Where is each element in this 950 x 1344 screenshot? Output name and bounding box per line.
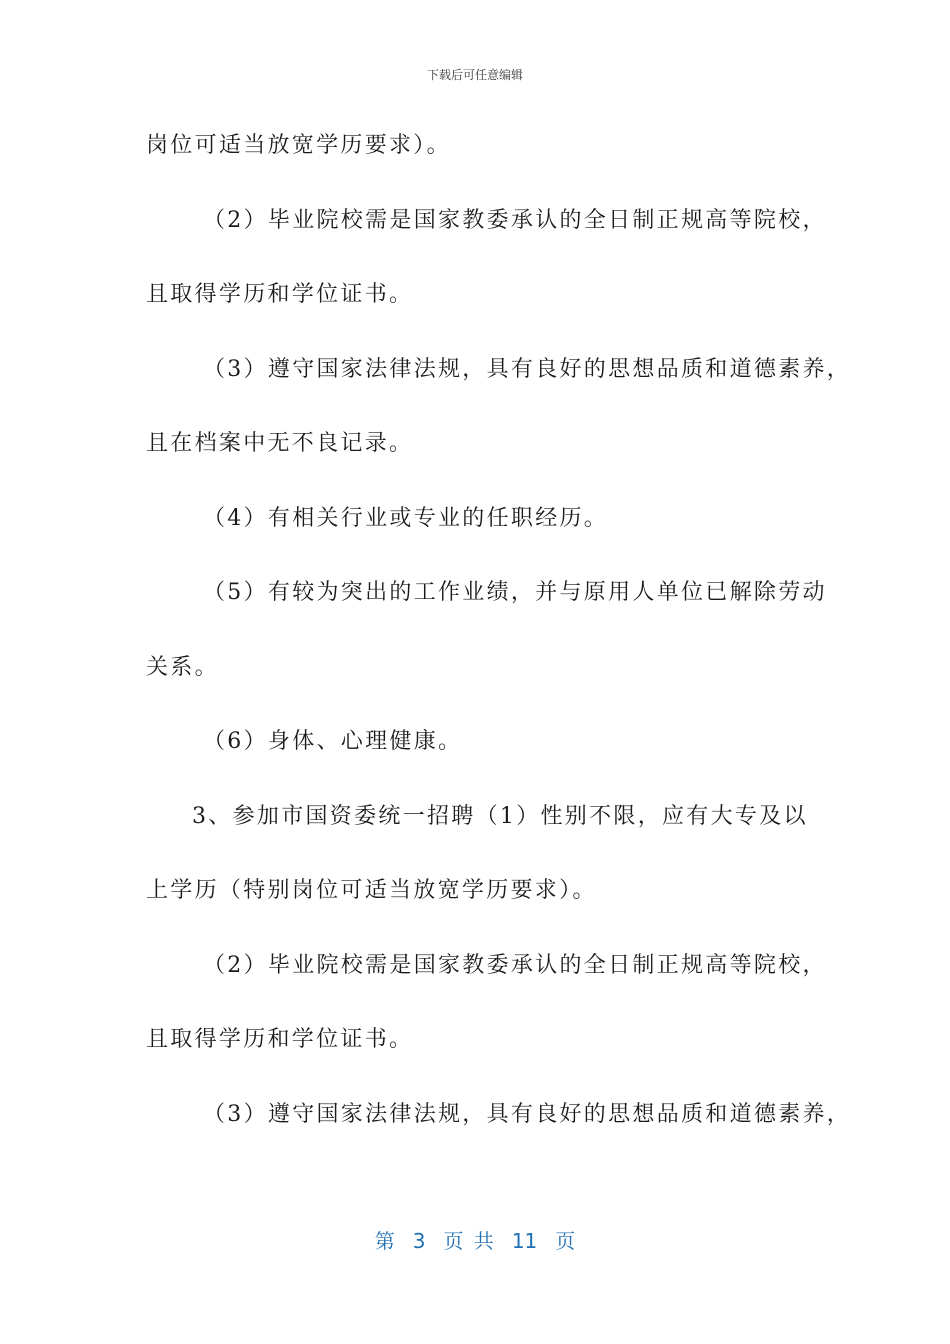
paragraph-line: 关系。 [146,654,219,680]
paragraph-line: 且在档案中无不良记录。 [146,431,414,456]
page-footer [0,1225,950,1254]
document-body [146,118,852,1161]
paragraph-line: （2）毕业院校需是国家教委承认的全日制正规高等院校， [203,952,827,978]
paragraph-line: （2）毕业院校需是国家教委承认的全日制正规高等院校， [203,207,827,233]
footer-middle: 页 共 [443,1229,494,1253]
paragraph-line: 且取得学历和学位证书。 [146,282,414,307]
paragraph-line: 3、参加市国资委统一招聘（1）性别不限，应有大专及以 [192,803,808,829]
paragraph-line: （4）有相关行业或专业的任职经历。 [203,505,609,531]
paragraph-line: 岗位可适当放宽学历要求）。 [146,133,451,158]
paragraph-line: （3）遵守国家法律法规，具有良好的思想品质和道德素养， [203,356,852,382]
footer-suffix: 页 [555,1229,576,1253]
paragraph-line: 上学历（特别岗位可适当放宽学历要求）。 [146,878,597,903]
current-page-number: 3 [412,1229,426,1253]
paragraph-line: （3）遵守国家法律法规，具有良好的思想品质和道德素养， [203,1101,852,1127]
footer-prefix: 第 [374,1229,395,1253]
total-pages-number: 11 [511,1229,538,1253]
paragraph-line: （6）身体、心理健康。 [203,729,463,754]
paragraph-line: （5）有较为突出的工作业绩，并与原用人单位已解除劳动 [203,580,827,605]
paragraph-line: 且取得学历和学位证书。 [146,1027,414,1052]
page-header: 下载后可任意编辑 [426,68,523,82]
